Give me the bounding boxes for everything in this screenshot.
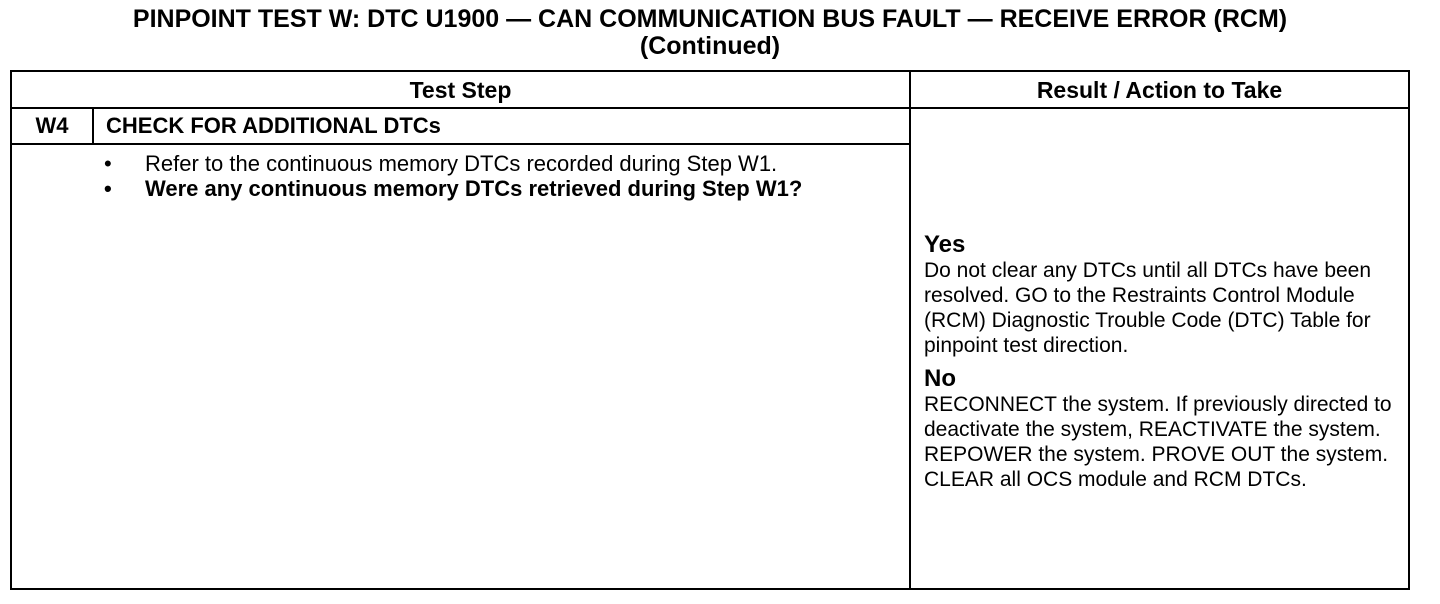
step-title: CHECK FOR ADDITIONAL DTCs	[94, 109, 911, 145]
continued-label: (Continued)	[639, 32, 781, 60]
instruction-item	[104, 151, 864, 176]
column-header-result: Result / Action to Take	[911, 72, 1408, 109]
result-yes-label: Yes	[924, 231, 966, 258]
bullet-icon: •	[104, 176, 112, 201]
result-no-action: RECONNECT the system. If previously directed to deactivate the system, REACTIVATE the system. REPOWER the system. PROVE OUT the system. CLEAR all OCS module and RCM DTCs.	[924, 393, 1392, 491]
result-actions	[924, 232, 1414, 500]
result-no-label: No	[924, 365, 956, 392]
bullet-icon: •	[104, 151, 112, 176]
step-id: W4	[12, 109, 94, 145]
page-title	[10, 6, 1410, 60]
result-yes-action: Do not clear any DTCs until all DTCs have been resolved. GO to the Restraints Control Module (RCM) Diagnostic Trouble Code (DTC) Table for pinpoint test direction.	[924, 259, 1372, 357]
title-line: PINPOINT TEST W: DTC U1900 — CAN COMMUNICATION BUS FAULT — RECEIVE ERROR (RCM)	[132, 5, 1288, 33]
column-header-test-step: Test Step	[12, 72, 911, 109]
question-item	[104, 176, 864, 201]
step-instructions	[104, 151, 864, 201]
instruction-text: Refer to the continuous memory DTCs recorded during Step W1.	[145, 151, 778, 176]
pinpoint-test-table	[10, 70, 1410, 590]
question-text: Were any continuous memory DTCs retrieved during Step W1?	[145, 176, 803, 201]
step-body	[12, 145, 911, 588]
